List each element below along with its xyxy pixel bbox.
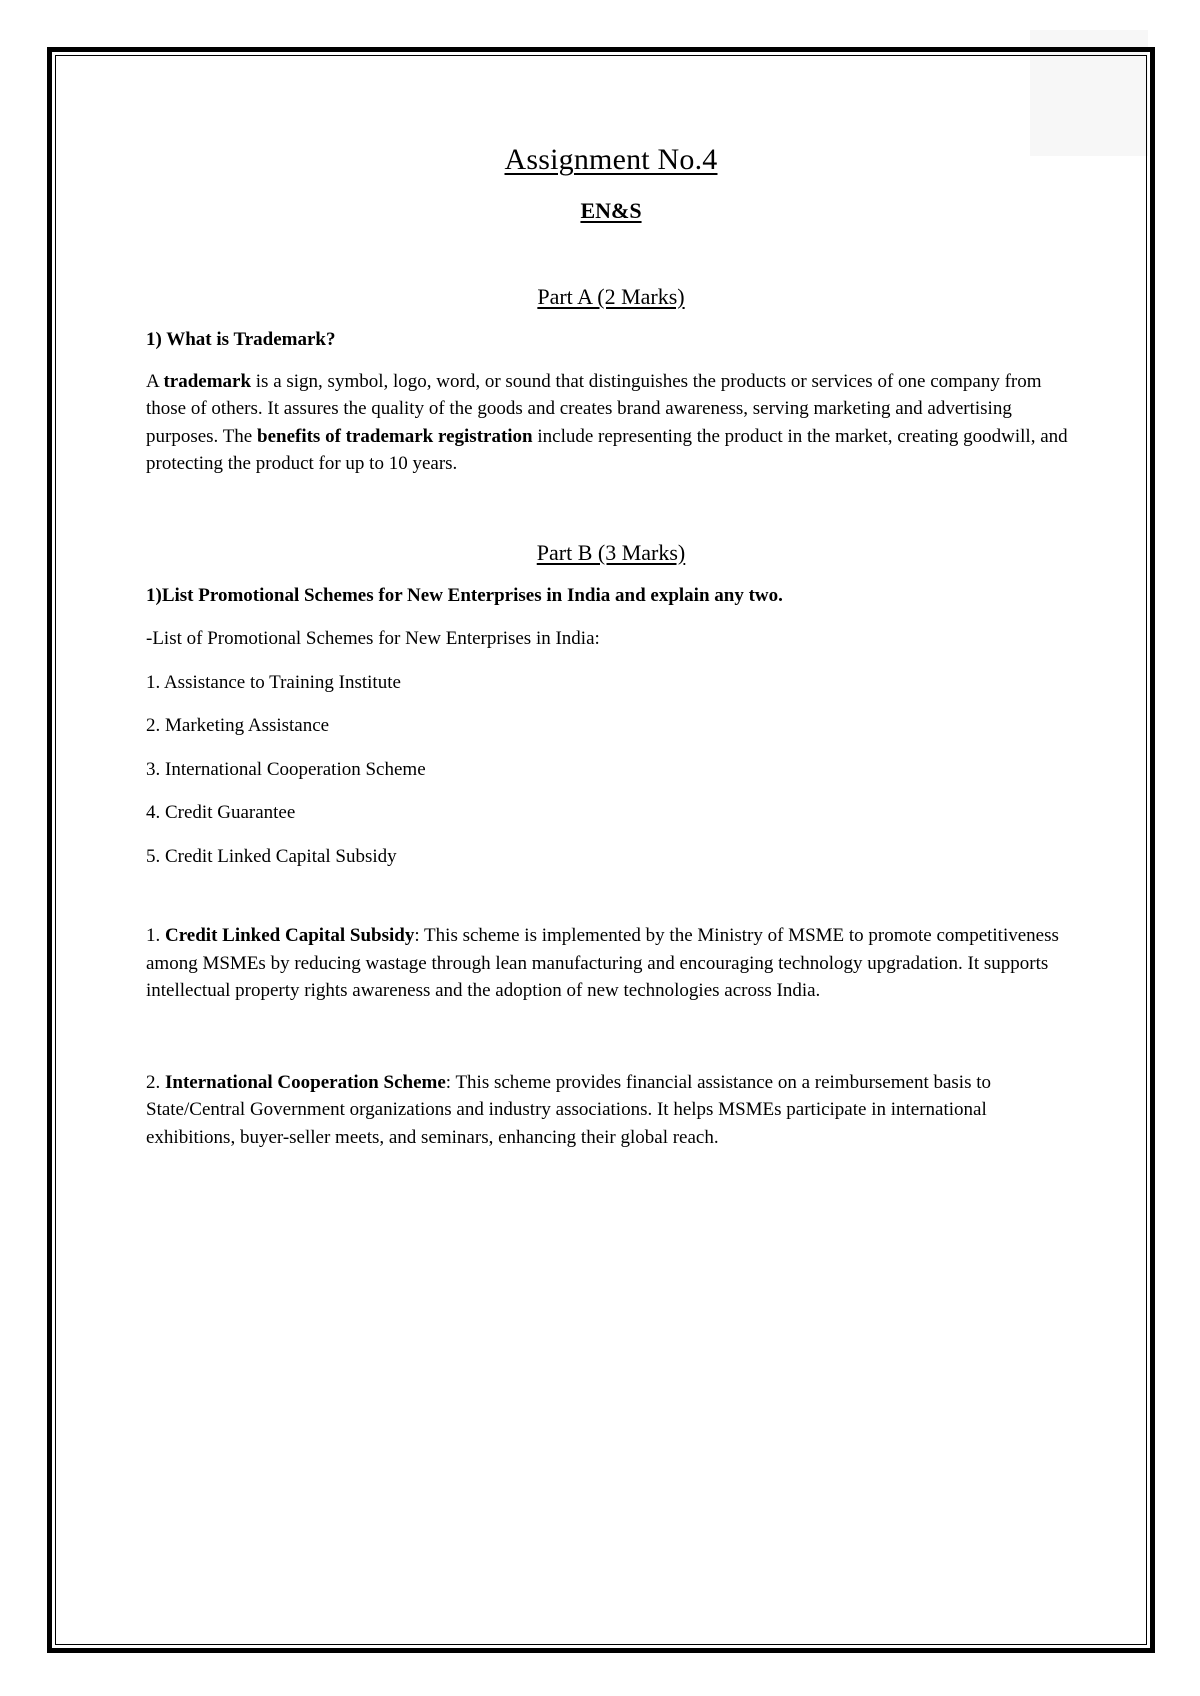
explanation-prefix: 2. <box>146 1071 165 1093</box>
part-a-question: 1) What is Trademark? <box>146 329 336 350</box>
scheme-list-item: 2. Marketing Assistance <box>146 715 330 736</box>
answer-bold-term: benefits of trademark registration <box>257 425 533 447</box>
part-a-heading: Part A (2 Marks) <box>537 284 685 309</box>
answer-text: include representing the product in the market, creating goodwill, and protecting the product for up to 10 years. <box>146 425 1068 474</box>
part-b-section <box>146 538 1076 1152</box>
part-b-heading: Part B (3 Marks) <box>536 539 686 565</box>
document-subtitle: EN&S <box>580 198 642 223</box>
part-a-section <box>146 282 1076 478</box>
answer-text: A <box>146 370 164 392</box>
scheme-explanation <box>146 1069 1076 1152</box>
scheme-list-item: 4. Credit Guarantee <box>146 802 296 823</box>
explanation-term: International Cooperation Scheme <box>165 1071 446 1093</box>
part-b-question: 1)List Promotional Schemes for New Enterprises in India and explain any two. <box>146 584 783 606</box>
answer-bold-term: trademark <box>163 370 252 392</box>
scheme-list-item: 3. International Cooperation Scheme <box>146 758 426 780</box>
part-a-answer <box>146 368 1076 478</box>
explanation-text: : This scheme provides financial assistance on a reimbursement basis to State/Central Government organizations and industry associations. It helps MSMEs participate in international exhibitions, buyer-seller meets, and seminars, enhancing their global reach. <box>146 1071 991 1148</box>
explanation-prefix: 1. <box>146 925 165 946</box>
explanation-term: Credit Linked Capital Subsidy <box>165 925 415 946</box>
scheme-explanation <box>146 922 1076 1005</box>
scheme-list-item: 5. Credit Linked Capital Subsidy <box>146 845 397 867</box>
answer-text: is a sign, symbol, logo, word, or sound that distinguishes the products or services of one company from those of others. It assures the quality of the goods and creates brand awareness, serving marketing and advertising purposes. The <box>146 370 1042 447</box>
explanation-text: : This scheme is implemented by the Ministry of MSME to promote competitiveness among MSMEs by reducing wastage through lean manufacturing and encouraging technology upgradation. It supports intellectual property rights awareness and the adoption of new technologies across India. <box>146 925 1059 1001</box>
document-content <box>146 140 1076 1151</box>
document-title: Assignment No.4 <box>504 143 718 176</box>
scheme-list-item: 1. Assistance to Training Institute <box>146 671 401 693</box>
scheme-list-intro: -List of Promotional Schemes for New Enterprises in India: <box>146 628 600 649</box>
